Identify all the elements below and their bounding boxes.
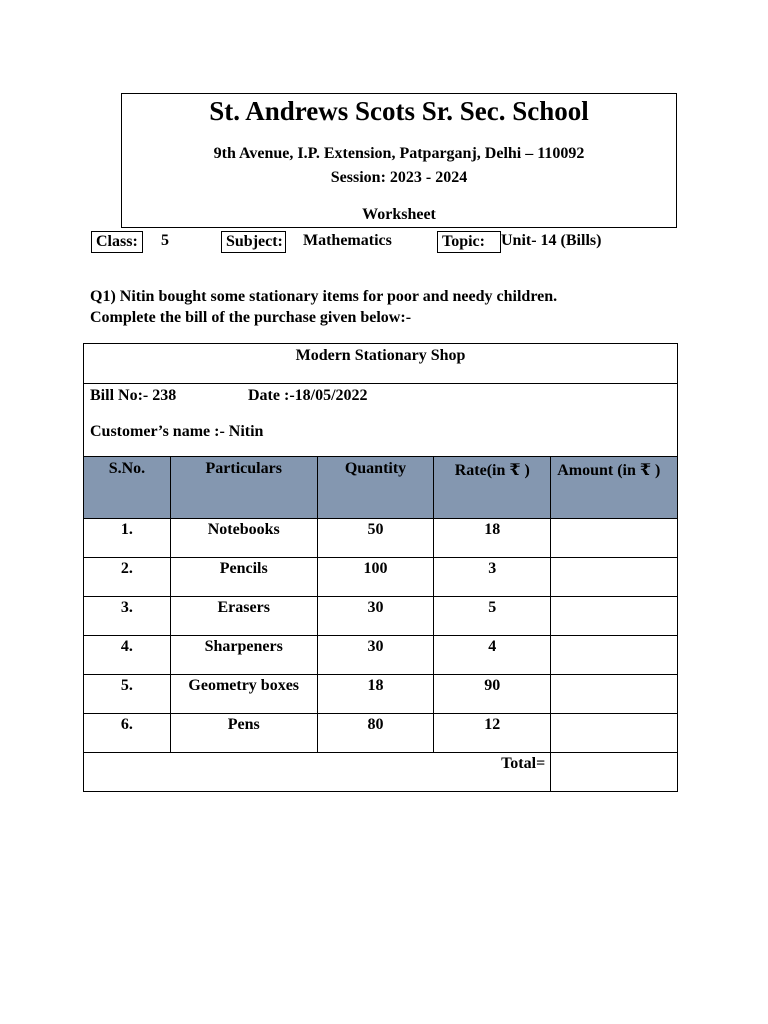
column-header: Rate(in ₹ ) [434, 457, 551, 519]
column-header: Quantity [317, 457, 434, 519]
row-item: Notebooks [170, 519, 317, 558]
column-header: S.No. [84, 457, 171, 519]
school-address: 9th Avenue, I.P. Extension, Patparganj, Delhi – 110092 [213, 145, 585, 162]
row-sno: 6. [84, 714, 171, 753]
row-sno: 5. [84, 675, 171, 714]
row-item: Erasers [170, 597, 317, 636]
column-header: Particulars [170, 457, 317, 519]
worksheet-meta-row [0, 231, 768, 253]
school-name: St. Andrews Scots Sr. Sec. School [209, 96, 589, 126]
row-rate: 4 [434, 636, 551, 675]
row-item: Geometry boxes [170, 675, 317, 714]
bill-info [84, 384, 678, 457]
school-header-box [121, 93, 677, 228]
row-item: Pens [170, 714, 317, 753]
table-row [84, 675, 678, 714]
question-text [90, 286, 557, 328]
topic-label: Topic: [437, 231, 501, 253]
customer-name: Customer’s name :- Nitin [90, 423, 264, 440]
bill-date: Date :-18/05/2022 [248, 387, 368, 404]
row-rate: 12 [434, 714, 551, 753]
row-rate: 90 [434, 675, 551, 714]
row-quantity: 30 [317, 597, 434, 636]
table-row [84, 558, 678, 597]
row-sno: 3. [84, 597, 171, 636]
row-item: Pencils [170, 558, 317, 597]
row-quantity: 50 [317, 519, 434, 558]
subject-value: Mathematics [303, 232, 392, 249]
row-item: Sharpeners [170, 636, 317, 675]
table-row [84, 714, 678, 753]
row-quantity: 18 [317, 675, 434, 714]
row-rate: 3 [434, 558, 551, 597]
row-sno: 2. [84, 558, 171, 597]
column-header: Amount (in ₹ ) [551, 457, 678, 519]
row-amount-blank [551, 558, 678, 597]
total-amount-blank [551, 753, 678, 792]
session-text: Session: 2023 - 2024 [330, 169, 468, 186]
question-line-1: Q1) Nitin bought some stationary items for poor and needy children. [90, 288, 558, 305]
class-value: 5 [161, 232, 169, 249]
row-rate: 18 [434, 519, 551, 558]
row-sno: 4. [84, 636, 171, 675]
bill-number: Bill No:- 238 [90, 387, 177, 404]
row-amount-blank [551, 636, 678, 675]
class-label: Class: [91, 231, 143, 253]
row-quantity: 100 [317, 558, 434, 597]
worksheet-title: Worksheet [362, 206, 436, 223]
bill-table [83, 343, 678, 792]
table-header-row [84, 457, 678, 519]
total-label: Total= [84, 753, 551, 792]
row-quantity: 30 [317, 636, 434, 675]
row-amount-blank [551, 675, 678, 714]
question-line-2: Complete the bill of the purchase given below:- [90, 309, 412, 326]
row-amount-blank [551, 714, 678, 753]
row-sno: 1. [84, 519, 171, 558]
row-quantity: 80 [317, 714, 434, 753]
topic-value: Unit- 14 (Bills) [501, 232, 602, 249]
subject-label: Subject: [221, 231, 286, 253]
shop-name: Modern Stationary Shop [84, 344, 678, 384]
row-rate: 5 [434, 597, 551, 636]
table-row [84, 597, 678, 636]
table-row [84, 636, 678, 675]
total-row [84, 753, 678, 792]
row-amount-blank [551, 519, 678, 558]
table-row [84, 519, 678, 558]
row-amount-blank [551, 597, 678, 636]
